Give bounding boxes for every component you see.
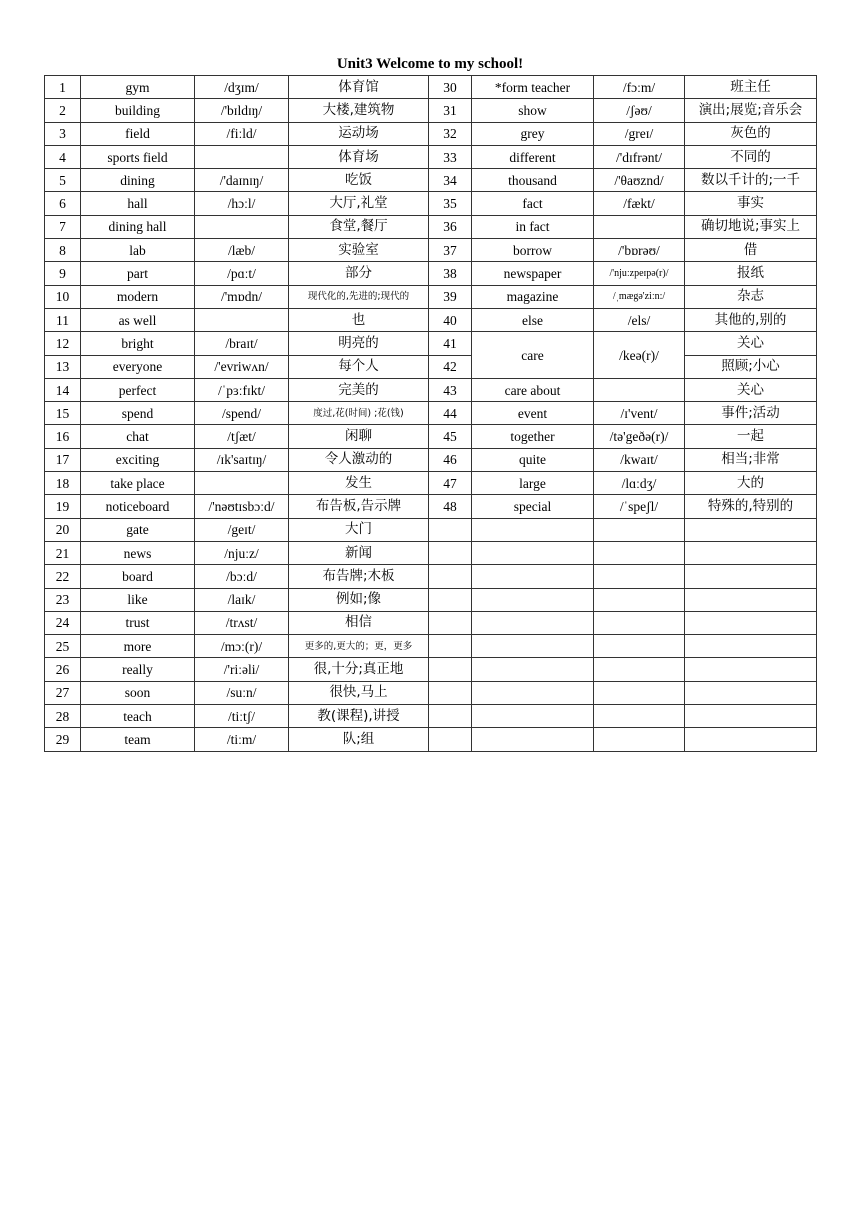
cell-word: gym (81, 76, 195, 99)
cell-phon: /tiːtʃ/ (195, 705, 289, 728)
empty-cell (429, 588, 472, 611)
cell-phon (195, 215, 289, 238)
cell-phon: /trʌst/ (195, 611, 289, 634)
cell-no: 28 (45, 705, 81, 728)
cell-word: hall (81, 192, 195, 215)
cell-cn: 也 (289, 308, 429, 331)
cell-phon: /ɪk'saɪtɪŋ/ (195, 448, 289, 471)
cell-cn: 更多的,更大的；更，更多 (289, 635, 429, 658)
cell-cn: 运动场 (289, 122, 429, 145)
cell-word: borrow (472, 239, 594, 262)
empty-cell (594, 611, 685, 634)
cell-phon: /'njuːzpeɪpə(r)/ (594, 262, 685, 285)
empty-cell (594, 518, 685, 541)
cell-phon: /ʃəʊ/ (594, 99, 685, 122)
empty-cell (594, 681, 685, 704)
cell-no: 40 (429, 308, 472, 331)
cell-word: *form teacher (472, 76, 594, 99)
cell-no: 10 (45, 285, 81, 308)
empty-cell (685, 705, 817, 728)
cell-word: bright (81, 332, 195, 355)
cell-phon: /geɪt/ (195, 518, 289, 541)
empty-cell (472, 635, 594, 658)
cell-phon: /ˌmægə'ziːn:/ (594, 285, 685, 308)
table-row (45, 541, 817, 564)
table-row (45, 705, 817, 728)
cell-phon: /'nəʊtɪsbɔːd/ (195, 495, 289, 518)
cell-no: 27 (45, 681, 81, 704)
cell-cn: 相当;非常 (685, 448, 817, 471)
table-row (45, 518, 817, 541)
cell-cn: 每个人 (289, 355, 429, 378)
cell-word: everyone (81, 355, 195, 378)
cell-no: 20 (45, 518, 81, 541)
cell-phon: /pɑːt/ (195, 262, 289, 285)
cell-word: perfect (81, 378, 195, 401)
table-row (45, 472, 817, 495)
cell-phon: /ˈspeʃl/ (594, 495, 685, 518)
cell-cn: 布告牌;木板 (289, 565, 429, 588)
cell-cn: 体育场 (289, 145, 429, 168)
cell-phon (195, 308, 289, 331)
cell-no: 32 (429, 122, 472, 145)
empty-cell (472, 611, 594, 634)
cell-phon: /laɪk/ (195, 588, 289, 611)
empty-cell (429, 565, 472, 588)
empty-cell (685, 565, 817, 588)
cell-cn: 确切地说;事实上 (685, 215, 817, 238)
cell-cn: 例如;像 (289, 588, 429, 611)
vocabulary-table (44, 75, 817, 752)
cell-cn: 一起 (685, 425, 817, 448)
empty-cell (429, 541, 472, 564)
cell-phon (594, 378, 685, 401)
cell-cn: 很快,马上 (289, 681, 429, 704)
cell-no: 19 (45, 495, 81, 518)
empty-cell (594, 565, 685, 588)
cell-cn: 实验室 (289, 239, 429, 262)
cell-word: soon (81, 681, 195, 704)
cell-word: news (81, 541, 195, 564)
cell-no: 16 (45, 425, 81, 448)
empty-cell (685, 518, 817, 541)
cell-cn: 关心 (685, 332, 817, 355)
cell-phon (195, 145, 289, 168)
cell-cn: 其他的,别的 (685, 308, 817, 331)
cell-word: grey (472, 122, 594, 145)
cell-word: dining hall (81, 215, 195, 238)
cell-no: 42 (429, 355, 472, 378)
cell-no: 45 (429, 425, 472, 448)
empty-cell (429, 658, 472, 681)
cell-no: 48 (429, 495, 472, 518)
table-row (45, 99, 817, 122)
cell-word: as well (81, 308, 195, 331)
cell-word: care (472, 332, 594, 379)
cell-word: spend (81, 402, 195, 425)
cell-phon: /'bɒrəʊ/ (594, 239, 685, 262)
cell-no: 24 (45, 611, 81, 634)
cell-phon: /els/ (594, 308, 685, 331)
cell-no: 3 (45, 122, 81, 145)
cell-word: noticeboard (81, 495, 195, 518)
cell-cn: 照顾;小心 (685, 355, 817, 378)
cell-phon: /'θaʊznd/ (594, 169, 685, 192)
cell-cn: 事实 (685, 192, 817, 215)
cell-phon: /fɔːm/ (594, 76, 685, 99)
cell-no: 8 (45, 239, 81, 262)
cell-word: modern (81, 285, 195, 308)
empty-cell (685, 541, 817, 564)
cell-phon: /læb/ (195, 239, 289, 262)
cell-phon: /dʒɪm/ (195, 76, 289, 99)
cell-phon: /'riːəli/ (195, 658, 289, 681)
table-row (45, 448, 817, 471)
cell-cn: 相信 (289, 611, 429, 634)
cell-no: 47 (429, 472, 472, 495)
cell-no: 23 (45, 588, 81, 611)
cell-phon: /tʃæt/ (195, 425, 289, 448)
empty-cell (429, 681, 472, 704)
cell-phon: /ɪ'vent/ (594, 402, 685, 425)
cell-word: teach (81, 705, 195, 728)
cell-cn: 很,十分;真正地 (289, 658, 429, 681)
empty-cell (472, 728, 594, 751)
table-row (45, 308, 817, 331)
cell-no: 5 (45, 169, 81, 192)
cell-word: trust (81, 611, 195, 634)
table-row (45, 658, 817, 681)
cell-phon: /fiːld/ (195, 122, 289, 145)
empty-cell (472, 565, 594, 588)
cell-phon: /tə'geðə(r)/ (594, 425, 685, 448)
table-row (45, 169, 817, 192)
empty-cell (594, 541, 685, 564)
table-row (45, 76, 817, 99)
cell-cn: 度过,花(时间) ;花(钱) (289, 402, 429, 425)
cell-no: 17 (45, 448, 81, 471)
cell-word: sports field (81, 145, 195, 168)
empty-cell (594, 728, 685, 751)
empty-cell (429, 611, 472, 634)
cell-word: care about (472, 378, 594, 401)
empty-cell (594, 588, 685, 611)
cell-no: 36 (429, 215, 472, 238)
cell-word: building (81, 99, 195, 122)
cell-no: 13 (45, 355, 81, 378)
cell-no: 43 (429, 378, 472, 401)
cell-cn: 部分 (289, 262, 429, 285)
cell-cn: 新闻 (289, 541, 429, 564)
cell-word: really (81, 658, 195, 681)
cell-cn: 演出;展览;音乐会 (685, 99, 817, 122)
cell-cn: 明亮的 (289, 332, 429, 355)
cell-word: board (81, 565, 195, 588)
table-row (45, 262, 817, 285)
empty-cell (472, 588, 594, 611)
cell-word: lab (81, 239, 195, 262)
cell-phon: /fækt/ (594, 192, 685, 215)
cell-phon: /braɪt/ (195, 332, 289, 355)
cell-word: gate (81, 518, 195, 541)
cell-word: fact (472, 192, 594, 215)
cell-phon: /njuːz/ (195, 541, 289, 564)
cell-phon: /mɔː(r)/ (195, 635, 289, 658)
cell-word: chat (81, 425, 195, 448)
cell-phon: /'dɪfrənt/ (594, 145, 685, 168)
table-row (45, 192, 817, 215)
cell-no: 22 (45, 565, 81, 588)
cell-word: dining (81, 169, 195, 192)
empty-cell (685, 611, 817, 634)
empty-cell (472, 681, 594, 704)
cell-no: 12 (45, 332, 81, 355)
cell-cn: 教(课程),讲授 (289, 705, 429, 728)
cell-cn: 布告板,告示牌 (289, 495, 429, 518)
empty-cell (685, 681, 817, 704)
empty-cell (472, 541, 594, 564)
cell-cn: 关心 (685, 378, 817, 401)
empty-cell (685, 728, 817, 751)
cell-cn: 借 (685, 239, 817, 262)
cell-no: 29 (45, 728, 81, 751)
empty-cell (685, 588, 817, 611)
cell-phon: /'daɪnɪŋ/ (195, 169, 289, 192)
cell-no: 33 (429, 145, 472, 168)
table-row (45, 402, 817, 425)
empty-cell (594, 658, 685, 681)
cell-no: 38 (429, 262, 472, 285)
cell-no: 18 (45, 472, 81, 495)
cell-cn: 杂志 (685, 285, 817, 308)
cell-phon: /kwaɪt/ (594, 448, 685, 471)
cell-cn: 发生 (289, 472, 429, 495)
cell-phon: /greɪ/ (594, 122, 685, 145)
cell-no: 14 (45, 378, 81, 401)
cell-no: 41 (429, 332, 472, 355)
cell-phon: /'mɒdn/ (195, 285, 289, 308)
cell-word: event (472, 402, 594, 425)
cell-word: else (472, 308, 594, 331)
cell-cn: 闲聊 (289, 425, 429, 448)
empty-cell (429, 635, 472, 658)
cell-phon: /'bɪldɪŋ/ (195, 99, 289, 122)
table-row (45, 728, 817, 751)
table-row (45, 681, 817, 704)
table-row (45, 378, 817, 401)
table-row (45, 425, 817, 448)
cell-no: 11 (45, 308, 81, 331)
cell-no: 1 (45, 76, 81, 99)
cell-phon: /lɑːdʒ/ (594, 472, 685, 495)
empty-cell (472, 705, 594, 728)
cell-no: 6 (45, 192, 81, 215)
empty-cell (472, 658, 594, 681)
cell-word: large (472, 472, 594, 495)
cell-word: exciting (81, 448, 195, 471)
cell-phon: /tiːm/ (195, 728, 289, 751)
cell-cn: 吃饭 (289, 169, 429, 192)
cell-cn: 大门 (289, 518, 429, 541)
table-row (45, 215, 817, 238)
cell-word: special (472, 495, 594, 518)
cell-no: 25 (45, 635, 81, 658)
table-row (45, 495, 817, 518)
cell-cn: 不同的 (685, 145, 817, 168)
cell-cn: 食堂,餐厅 (289, 215, 429, 238)
cell-cn: 大楼,建筑物 (289, 99, 429, 122)
cell-no: 37 (429, 239, 472, 262)
cell-cn: 体育馆 (289, 76, 429, 99)
empty-cell (429, 728, 472, 751)
cell-no: 46 (429, 448, 472, 471)
cell-no: 9 (45, 262, 81, 285)
table-row (45, 565, 817, 588)
cell-word: team (81, 728, 195, 751)
cell-phon: /bɔːd/ (195, 565, 289, 588)
table-row (45, 285, 817, 308)
cell-phon (195, 472, 289, 495)
cell-cn: 令人激动的 (289, 448, 429, 471)
cell-word: thousand (472, 169, 594, 192)
cell-cn: 报纸 (685, 262, 817, 285)
cell-word: more (81, 635, 195, 658)
cell-phon (594, 215, 685, 238)
cell-cn: 灰色的 (685, 122, 817, 145)
cell-phon: /keə(r)/ (594, 332, 685, 379)
empty-cell (685, 658, 817, 681)
cell-cn: 队;组 (289, 728, 429, 751)
cell-word: show (472, 99, 594, 122)
cell-cn: 班主任 (685, 76, 817, 99)
table-row (45, 611, 817, 634)
cell-no: 35 (429, 192, 472, 215)
table-row (45, 588, 817, 611)
empty-cell (429, 518, 472, 541)
cell-no: 2 (45, 99, 81, 122)
cell-word: together (472, 425, 594, 448)
table-row (45, 332, 817, 355)
cell-cn: 大的 (685, 472, 817, 495)
cell-cn: 现代化的,先进的;现代的 (289, 285, 429, 308)
table-row (45, 122, 817, 145)
table-row (45, 239, 817, 262)
cell-no: 7 (45, 215, 81, 238)
cell-phon: /'evriwʌn/ (195, 355, 289, 378)
empty-cell (472, 518, 594, 541)
cell-no: 31 (429, 99, 472, 122)
cell-cn: 特殊的,特别的 (685, 495, 817, 518)
cell-no: 4 (45, 145, 81, 168)
cell-no: 44 (429, 402, 472, 425)
cell-cn: 数以千计的;一千 (685, 169, 817, 192)
cell-phon: /hɔːl/ (195, 192, 289, 215)
table-row (45, 635, 817, 658)
cell-no: 30 (429, 76, 472, 99)
cell-no: 21 (45, 541, 81, 564)
cell-no: 39 (429, 285, 472, 308)
cell-no: 34 (429, 169, 472, 192)
cell-no: 26 (45, 658, 81, 681)
table-row (45, 355, 817, 378)
cell-cn: 完美的 (289, 378, 429, 401)
cell-word: in fact (472, 215, 594, 238)
empty-cell (594, 705, 685, 728)
cell-no: 15 (45, 402, 81, 425)
table-row (45, 145, 817, 168)
cell-word: newspaper (472, 262, 594, 285)
cell-phon: /suːn/ (195, 681, 289, 704)
cell-phon: /ˈpɜːfɪkt/ (195, 378, 289, 401)
page-title: Unit3 Welcome to my school! (336, 56, 524, 72)
cell-word: take place (81, 472, 195, 495)
cell-word: part (81, 262, 195, 285)
cell-word: like (81, 588, 195, 611)
cell-word: different (472, 145, 594, 168)
cell-cn: 事件;活动 (685, 402, 817, 425)
cell-word: magazine (472, 285, 594, 308)
cell-phon: /spend/ (195, 402, 289, 425)
cell-word: quite (472, 448, 594, 471)
cell-word: field (81, 122, 195, 145)
cell-cn: 大厅,礼堂 (289, 192, 429, 215)
empty-cell (429, 705, 472, 728)
empty-cell (685, 635, 817, 658)
empty-cell (594, 635, 685, 658)
